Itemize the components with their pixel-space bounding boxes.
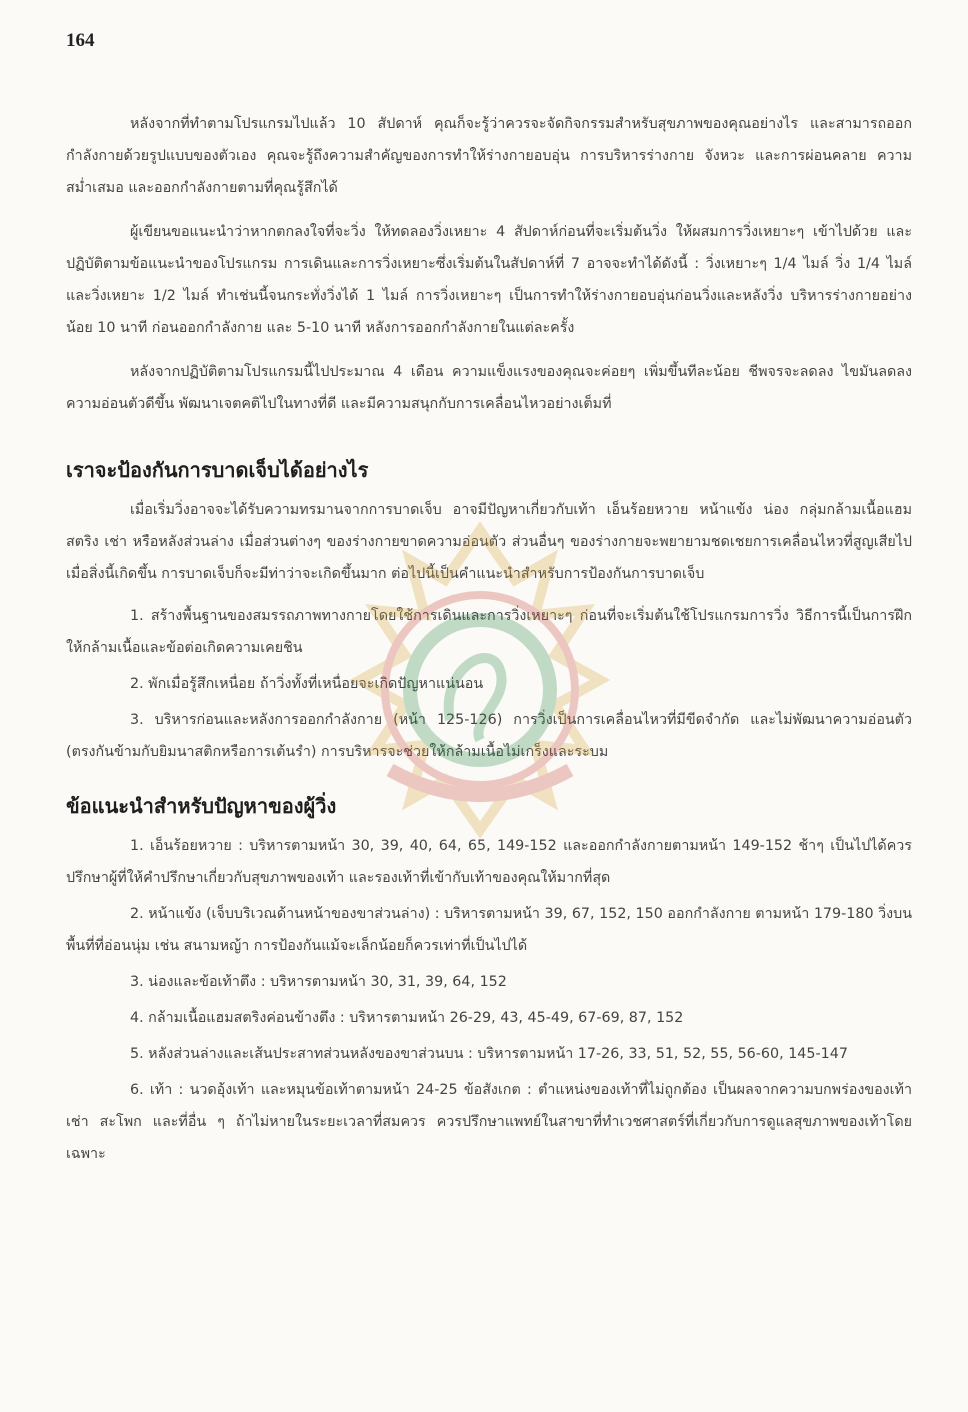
paragraph: หลังจากที่ทำตามโปรแกรมไปแล้ว 10 สัปดาห์ คุณก็จะรู้ว่าควรจะจัดกิจกรรมสำหรับสุขภาพของคุณอย่างไร และสามารถออกกำลังกายด้วยรูปแบบของตัวเอง คุณจะรู้ถึงความสำคัญของการทำให้ร่างกายอบอุ่น การบริหารร่างกาย จังหวะ และการผ่อนคลาย ความสม่ำเสมอ และออกกำลังกายตามที่คุณรู้สึกได้ xyxy=(66,116,912,196)
list-item: 4. กล้ามเนื้อแฮมสตริงค่อนข้างตึง : บริหารตามหน้า 26-29, 43, 45-49, 67-69, 87, 152 xyxy=(130,1010,684,1026)
list-item: 2. หน้าแข้ง (เจ็บบริเวณด้านหน้าของขาส่วนล่าง) : บริหารตามหน้า 39, 67, 152, 150 ออกกำลังกาย ตามหน้า 179-180 วิ่งบนพื้นที่ที่อ่อนนุ่ม เช่น สนามหญ้า การป้องกันแม้จะเล็กน้อยก็ควรเท่าที่เป็นไปได้ xyxy=(66,906,912,954)
paragraph: เมื่อเริ่มวิ่งอาจจะได้รับความทรมานจากการบาดเจ็บ อาจมีปัญหาเกี่ยวกับเท้า เอ็นร้อยหวาย หน้าแข้ง น่อง กลุ่มกล้ามเนื้อแฮมสตริง เช่า หรือหลังส่วนล่าง เมื่อส่วนต่างๆ ของร่างกายขาดความอ่อนตัว ส่วนอื่นๆ ของร่างกายจะพยายามชดเชยการเคลื่อนไหวที่สูญเสียไป เมื่อสิ่งนี้เกิดขึ้น การบาดเจ็บก็จะมีท่าว่าจะเกิดขึ้นมาก ต่อไปนี้เป็นคำแนะนำสำหรับการป้องกันการบาดเจ็บ xyxy=(66,502,912,582)
list-item: 2. พักเมื่อรู้สึกเหนื่อย ถ้าวิ่งทั้งที่เหนื่อยจะเกิดปัญหาแน่นอน xyxy=(130,676,484,692)
list-item: 3. น่องและข้อเท้าตึง : บริหารตามหน้า 30, 31, 39, 64, 152 xyxy=(130,974,507,990)
section-heading: ข้อแนะนำสำหรับปัญหาของผู้วิ่ง xyxy=(66,794,337,818)
list-item: 1. สร้างพื้นฐานของสมรรถภาพทางกายโดยใช้การเดินและการวิ่งเหยาะๆ ก่อนที่จะเริ่มต้นใช้โปรแกรมการวิ่ง วิธีการนี้เป็นการฝึกให้กล้ามเนื้อและข้อต่อเกิดความเคยชิน xyxy=(66,608,912,656)
paragraph: หลังจากปฏิบัติตามโปรแกรมนี้ไปประมาณ 4 เดือน ความแข็งแรงของคุณจะค่อยๆ เพิ่มขึ้นทีละน้อย ชีพจรจะลดลง ไขมันลดลง ความอ่อนตัวดีขึ้น พัฒนาเจตคติไปในทางที่ดี และมีความสนุกกับการเคลื่อนไหวอย่างเต็มที่ xyxy=(66,364,912,412)
page-number: 164 xyxy=(66,30,95,51)
list-item: 3. บริหารก่อนและหลังการออกกำลังกาย (หน้า 125-126) การวิ่งเป็นการเคลื่อนไหวที่มีขีดจำกัด และไม่พัฒนาความอ่อนตัว (ตรงกันข้ามกับยิมนาสติกหรือการเต้นรำ) การบริหารจะช่วยให้กล้ามเนื้อไม่เกร็งและระบม xyxy=(66,712,912,760)
paragraph: ผู้เขียนขอแนะนำว่าหากตกลงใจที่จะวิ่ง ให้ทดลองวิ่งเหยาะ 4 สัปดาห์ก่อนที่จะเริ่มต้นวิ่ง ให้ผสมการวิ่งเหยาะๆ เข้าไปด้วย และปฏิบัติตามข้อแนะนำของโปรแกรม การเดินและการวิ่งเหยาะซึ่งเริ่มต้นในสัปดาห์ที่ 7 อาจจะทำได้ดังนี้ : วิ่งเหยาะๆ 1/4 ไมล์ วิ่ง 1/4 ไมล์ และวิ่งเหยาะ 1/2 ไมล์ ทำเช่นนี้จนกระทั่งวิ่งได้ 1 ไมล์ การวิ่งเหยาะๆ เป็นการทำให้ร่างกายอบอุ่นก่อนวิ่งและหลังวิ่ง บริหารร่างกายอย่างน้อย 10 นาที ก่อนออกกำลังกาย และ 5-10 นาที หลังการออกกำลังกายในแต่ละครั้ง xyxy=(66,224,912,336)
list-item: 1. เอ็นร้อยหวาย : บริหารตามหน้า 30, 39, 40, 64, 65, 149-152 และออกกำลังกายตามหน้า 149-152 ช้าๆ เป็นไปได้ควรปรึกษาผู้ที่ให้คำปรึกษาเกี่ยวกับสุขภาพของเท้า และรองเท้าที่เข้ากับเท้าของคุณให้มากที่สุด xyxy=(66,838,912,886)
section-heading: เราจะป้องกันการบาดเจ็บได้อย่างไร xyxy=(66,458,369,482)
list-item: 5. หลังส่วนล่างและเส้นประสาทส่วนหลังของขาส่วนบน : บริหารตามหน้า 17-26, 33, 51, 52, 55, 56-60, 145-147 xyxy=(130,1046,848,1062)
list-item: 6. เท้า : นวดอุ้งเท้า และหมุนข้อเท้าตามหน้า 24-25 ข้อสังเกต : ตำแหน่งของเท้าที่ไม่ถูกต้อง เป็นผลจากความบกพร่องของเท้า เช่า สะโพก และที่อื่น ๆ ถ้าไม่หายในระยะเวลาที่สมควร ควรปรึกษาแพทย์ในสาขาที่ทำเวชศาสตร์ที่เกี่ยวกับการดูแลสุขภาพของเท้าโดยเฉพาะ xyxy=(66,1082,912,1162)
